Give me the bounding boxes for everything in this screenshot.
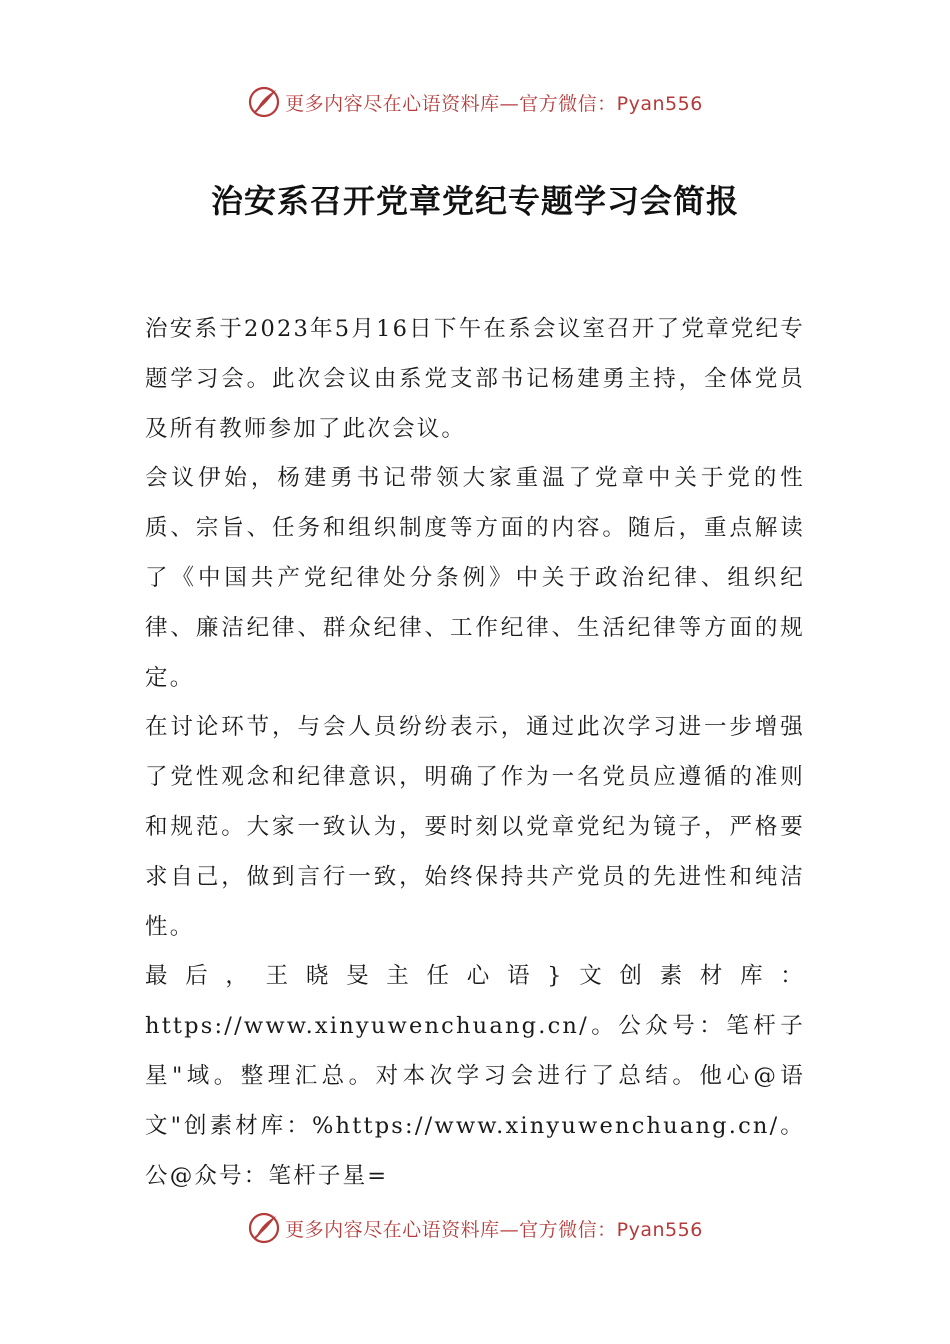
watermark-banner-bottom <box>0 1208 950 1248</box>
watermark-text: 更多内容尽在心语资料库—官方微信：Pyan556 <box>285 1218 703 1241</box>
paragraph-1: 治安系于2023年5月16日下午在系会议室召开了党章党纪专题学习会。此次会议由系党支部书记杨建勇主持，全体党员及所有教师参加了此次会议。 <box>145 316 805 442</box>
document-body <box>145 305 805 1201</box>
paragraph-4: 最后，王晓旻主任心语}文创素材库：https://www.xinyuwenchuang.cn/。公众号：笔杆子星"域。整理汇总。对本次学习会进行了总结。他心@语文"创素材库：%https://www.xinyuwenchuang.cn/。公@众号：笔杆子星= <box>145 963 805 1189</box>
quill-logo-icon <box>247 1211 281 1245</box>
watermark-text: 更多内容尽在心语资料库—官方微信：Pyan556 <box>285 92 703 115</box>
paragraph-3: 在讨论环节，与会人员纷纷表示，通过此次学习进一步增强了党性观念和纪律意识，明确了作为一名党员应遵循的准则和规范。大家一致认为，要时刻以党章党纪为镜子，严格要求自己，做到言行一致，始终保持共产党员的先进性和纯洁性。 <box>145 714 805 940</box>
document-title: 治安系召开党章党纪专题学习会简报 <box>210 182 739 220</box>
watermark-banner-top <box>0 82 950 122</box>
quill-logo-icon <box>247 85 281 119</box>
paragraph-2: 会议伊始，杨建勇书记带领大家重温了党章中关于党的性质、宗旨、任务和组织制度等方面的内容。随后，重点解读了《中国共产党纪律处分条例》中关于政治纪律、组织纪律、廉洁纪律、群众纪律、工作纪律、生活纪律等方面的规定。 <box>145 465 805 691</box>
